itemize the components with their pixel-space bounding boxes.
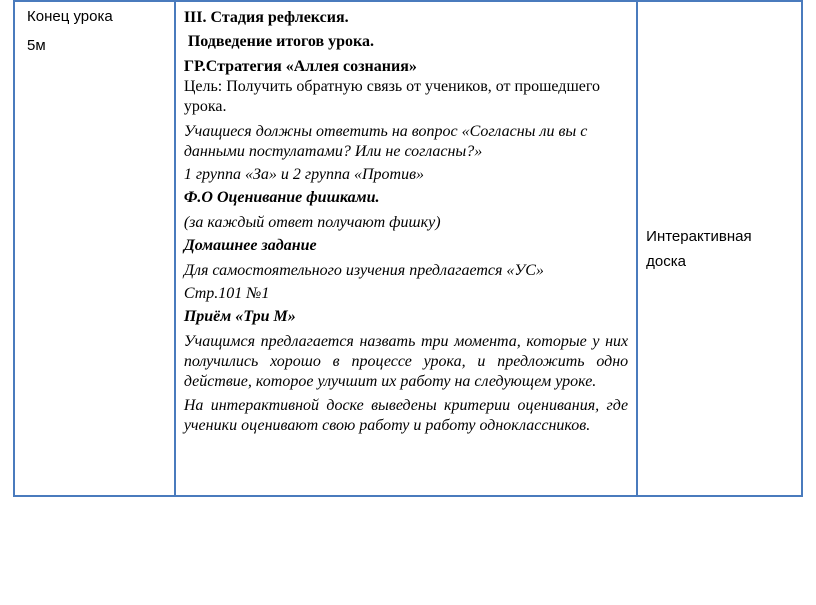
resource-text: Интерактивная доска	[646, 228, 752, 270]
activity-cell	[175, 1, 637, 496]
strategy-title: ГР.Стратегия «Аллея сознания»	[183, 58, 417, 75]
question-text: Учащиеся должны ответить на вопрос «Согласны ли вы с данными постулатами? Или не согласны?»	[183, 123, 588, 160]
goal-text: Цель: Получить обратную связь от учеников, от прошедшего урока.	[183, 78, 601, 115]
lesson-stage-time-label: Конец урока	[27, 8, 113, 25]
assessment-title: Ф.О Оценивание фишками.	[183, 189, 380, 206]
assessment-note: (за каждый ответ получают фишку)	[183, 214, 441, 231]
summary-title: Подведение итогов урока.	[183, 33, 375, 50]
resources-cell	[637, 1, 802, 496]
table-row	[14, 1, 802, 496]
duration-label: 5м	[27, 37, 46, 54]
time-cell	[14, 1, 175, 496]
board-text: На интерактивной доске выведены критерии оценивания, где ученики оценивают свою работу и работу одноклассников.	[183, 397, 629, 434]
method-title: Приём «Три М»	[183, 308, 296, 325]
homework-page: Стр.101 №1	[183, 285, 270, 302]
homework-title: Домашнее задание	[183, 237, 317, 254]
lesson-plan-table	[13, 0, 803, 497]
homework-text: Для самостоятельного изучения предлагается «УС»	[183, 262, 544, 279]
groups-text: 1 группа «За» и 2 группа «Против»	[183, 166, 425, 183]
stage-title: III. Стадия рефлексия.	[183, 9, 349, 26]
method-text: Учащимся предлагается назвать три момента, которые у них получились хорошо в процессе урока, и предложить одно действие, которое улучшит их работу на следующем уроке.	[183, 333, 629, 390]
